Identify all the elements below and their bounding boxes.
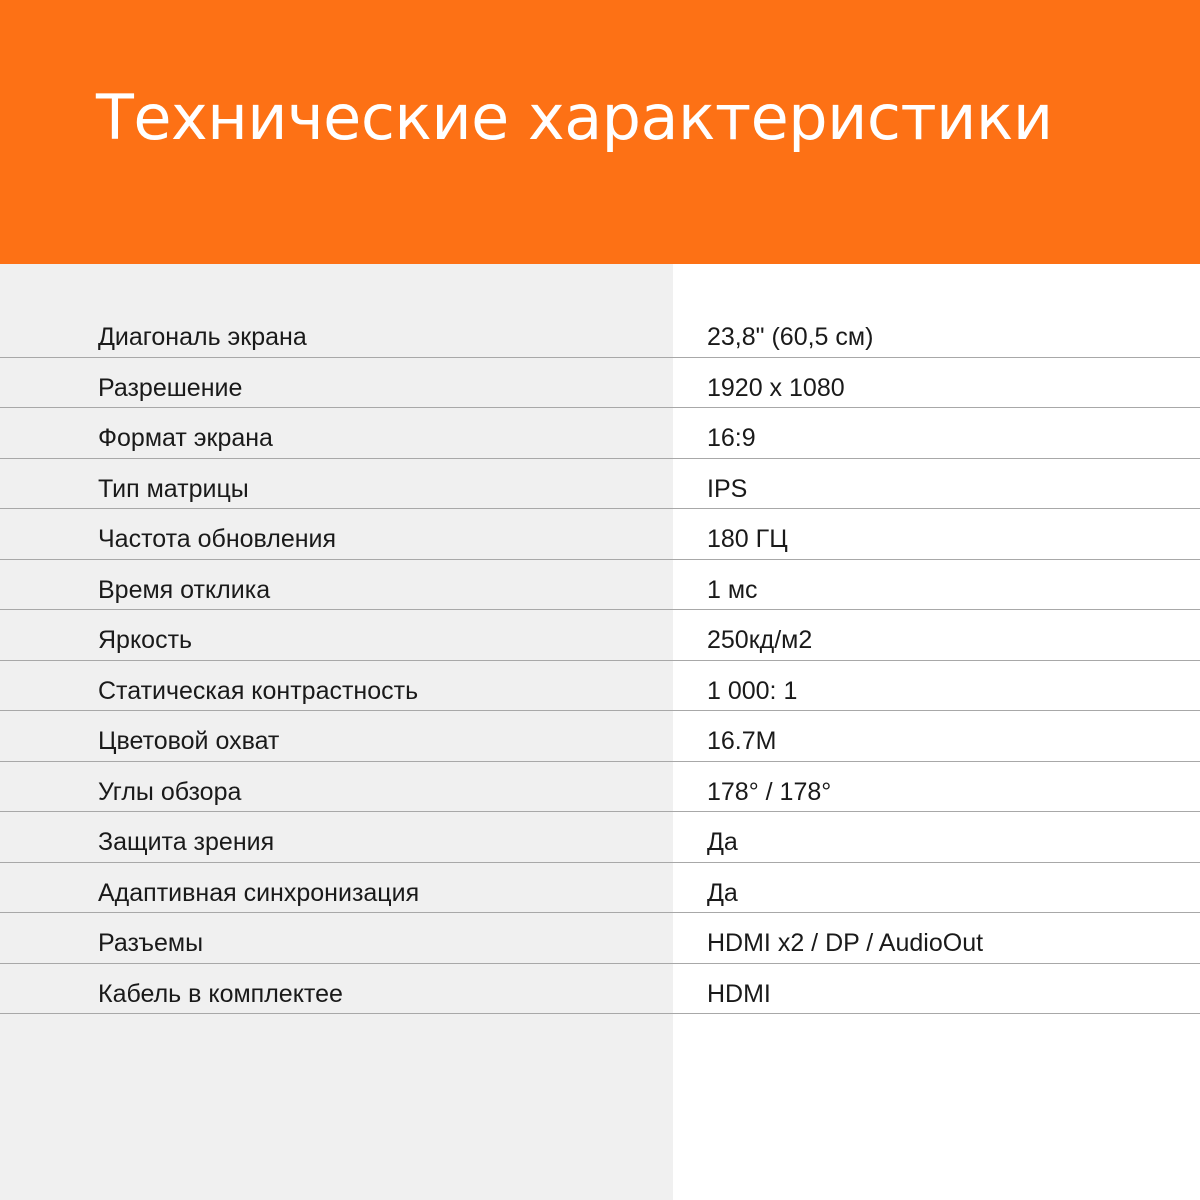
spec-row-color-gamut [0,711,1200,762]
page-title: Технические характеристики [96,81,1053,154]
spec-label: Разрешение [98,373,243,402]
spec-value: 23,8" (60,5 см) [707,323,874,351]
spec-label: Формат экрана [98,424,273,452]
spec-label: Кабель в комплектее [98,979,343,1008]
spec-label: Яркость [98,626,193,654]
spec-value: 16:9 [707,424,756,452]
spec-value: 1 мс [707,575,758,604]
spec-value: HDMI [707,979,771,1008]
spec-label: Адаптивная синхронизация [98,878,420,907]
spec-label: Цветовой охват [98,727,280,755]
spec-label: Диагональ экрана [98,323,307,351]
spec-value: HDMI x2 / DP / AudioOut [707,929,984,957]
specs-table [0,307,1200,1014]
spec-row-brightness [0,610,1200,661]
spec-row-adaptive-sync [0,863,1200,914]
spec-row-screen-diagonal [0,307,1200,358]
spec-value: Да [707,828,738,856]
header-banner [0,0,1200,264]
spec-label: Частота обновления [98,525,337,553]
spec-row-connectors [0,913,1200,964]
spec-label: Статическая контрастность [98,676,419,705]
spec-label: Углы обзора [98,777,242,806]
spec-row-static-contrast [0,661,1200,712]
spec-value: 1920 x 1080 [707,373,845,402]
spec-value: IPS [707,474,748,503]
spec-value: 16.7M [707,727,777,755]
spec-row-refresh-rate [0,509,1200,560]
spec-label: Разъемы [98,929,204,957]
spec-row-eye-protection [0,812,1200,863]
spec-label: Защита зрения [98,828,275,856]
spec-row-viewing-angles [0,762,1200,813]
spec-value: 1 000: 1 [707,676,798,705]
spec-value: 178° / 178° [707,777,832,806]
spec-row-matrix-type [0,459,1200,510]
spec-row-response-time [0,560,1200,611]
spec-value: 250кд/м2 [707,626,813,654]
spec-row-included-cable [0,964,1200,1015]
spec-label: Тип матрицы [98,474,249,503]
spec-value: 180 ГЦ [707,525,788,553]
spec-row-aspect-ratio [0,408,1200,459]
spec-row-resolution [0,358,1200,409]
spec-label: Время отклика [98,575,271,604]
spec-value: Да [707,878,738,907]
